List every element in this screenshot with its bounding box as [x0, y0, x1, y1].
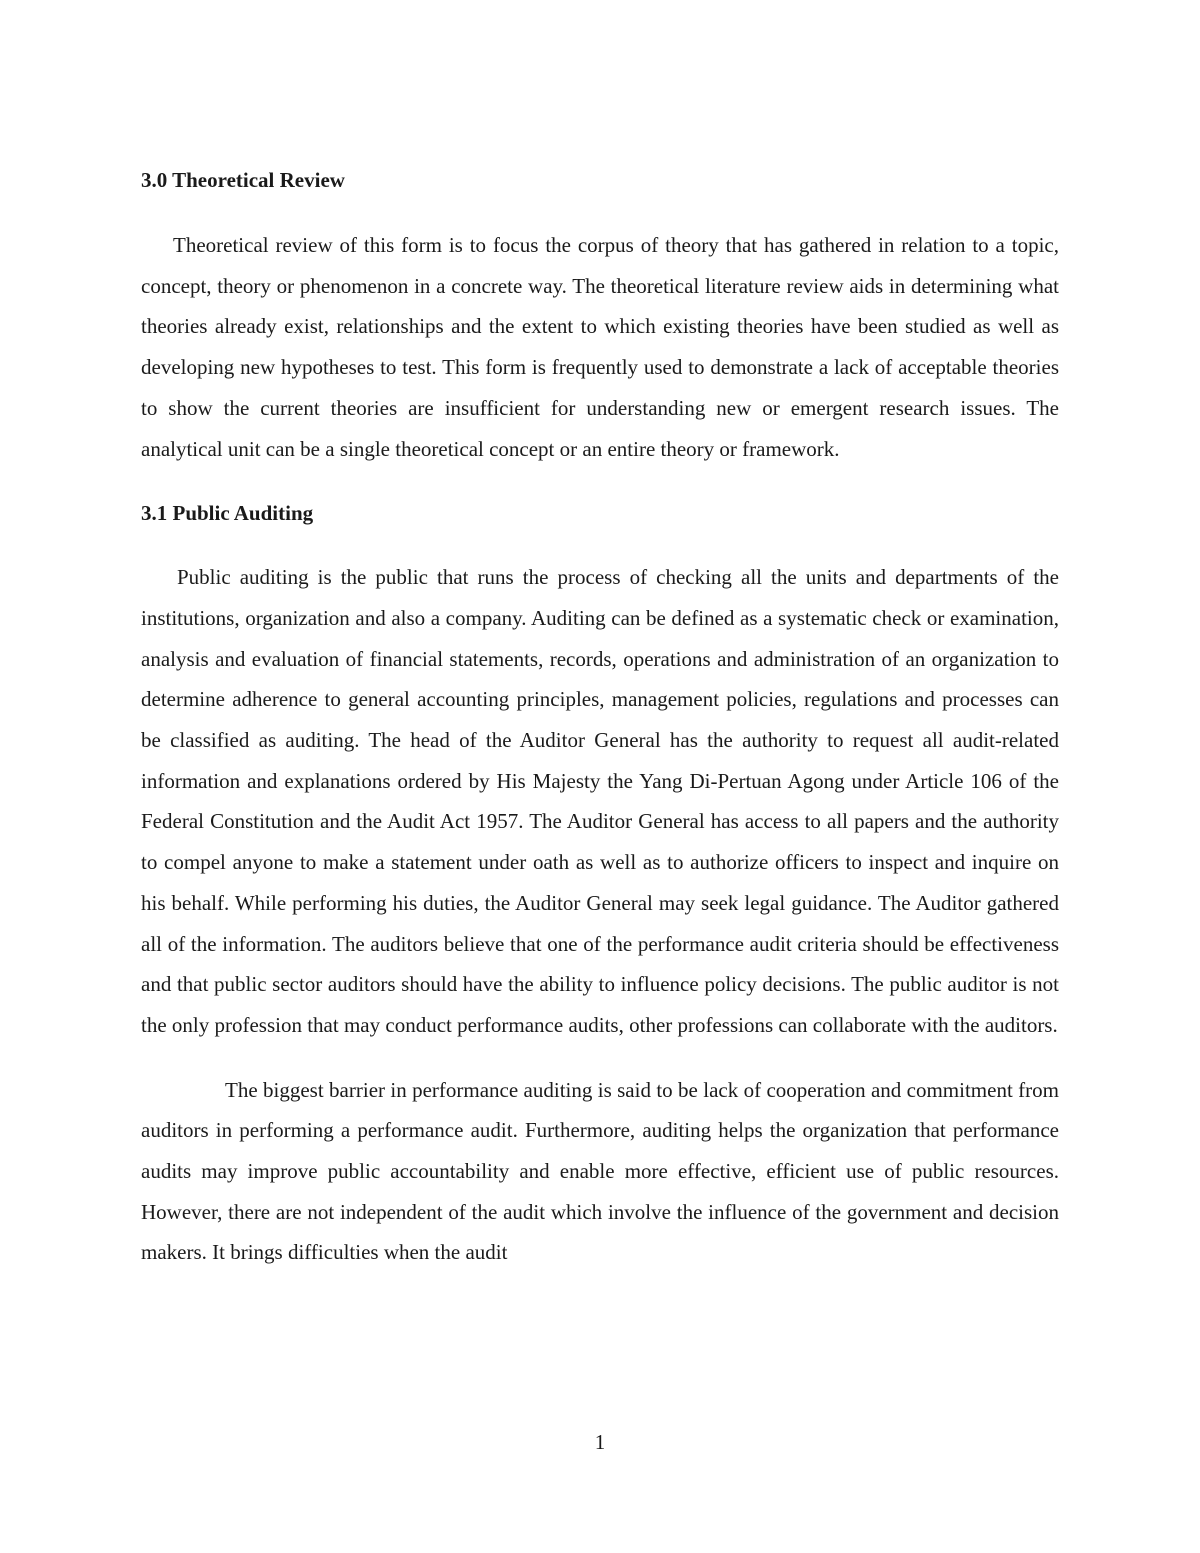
- section-heading-theoretical-review: 3.0 Theoretical Review: [141, 168, 345, 192]
- document-body: [141, 160, 1059, 1273]
- paragraph-public-auditing-1: Public auditing is the public that runs the process of checking all the units and departments of the institutions, organization and also a company. Auditing can be defined as a systematic check or examination, analysis and evaluation of financial statements, records, operations and administration of an organization to determine adherence to general accounting principles, management policies, regulations and processes can be classified as auditing. The head of the Auditor General has the authority to request all audit-related information and explanations ordered by His Majesty the Yang Di-Pertuan Agong under Article 106 of the Federal Constitution and the Audit Act 1957. The Auditor General has access to all papers and the authority to compel anyone to make a statement under oath as well as to authorize officers to inspect and inquire on his behalf. While performing his duties, the Auditor General may seek legal guidance. The Auditor gathered all of the information. The auditors believe that one of the performance audit criteria should be effectiveness and that public sector auditors should have the ability to influence policy decisions. The public auditor is not the only profession that may conduct performance audits, other professions can collaborate with the auditors.: [141, 565, 1059, 1037]
- paragraph-public-auditing-2: The biggest barrier in performance auditing is said to be lack of cooperation and commitment from auditors in performing a performance audit. Furthermore, auditing helps the organization that performance audits may improve public accountability and enable more effective, efficient use of public resources. However, there are not independent of the audit which involve the influence of the government and decision makers. It brings difficulties when the audit: [141, 1077, 1059, 1265]
- paragraph-theoretical-review: Theoretical review of this form is to focus the corpus of theory that has gathered in relation to a topic, concept, theory or phenomenon in a concrete way. The theoretical literature review aids in determining what theories already exist, relationships and the extent to which existing theories have been studied as well as developing new hypotheses to test. This form is frequently used to demonstrate a lack of acceptable theories to show the current theories are insufficient for understanding new or emergent research issues. The analytical unit can be a single theoretical concept or an entire theory or framework.: [141, 233, 1059, 461]
- section-heading-public-auditing: 3.1 Public Auditing: [141, 501, 314, 526]
- page-number: 1: [594, 1430, 606, 1454]
